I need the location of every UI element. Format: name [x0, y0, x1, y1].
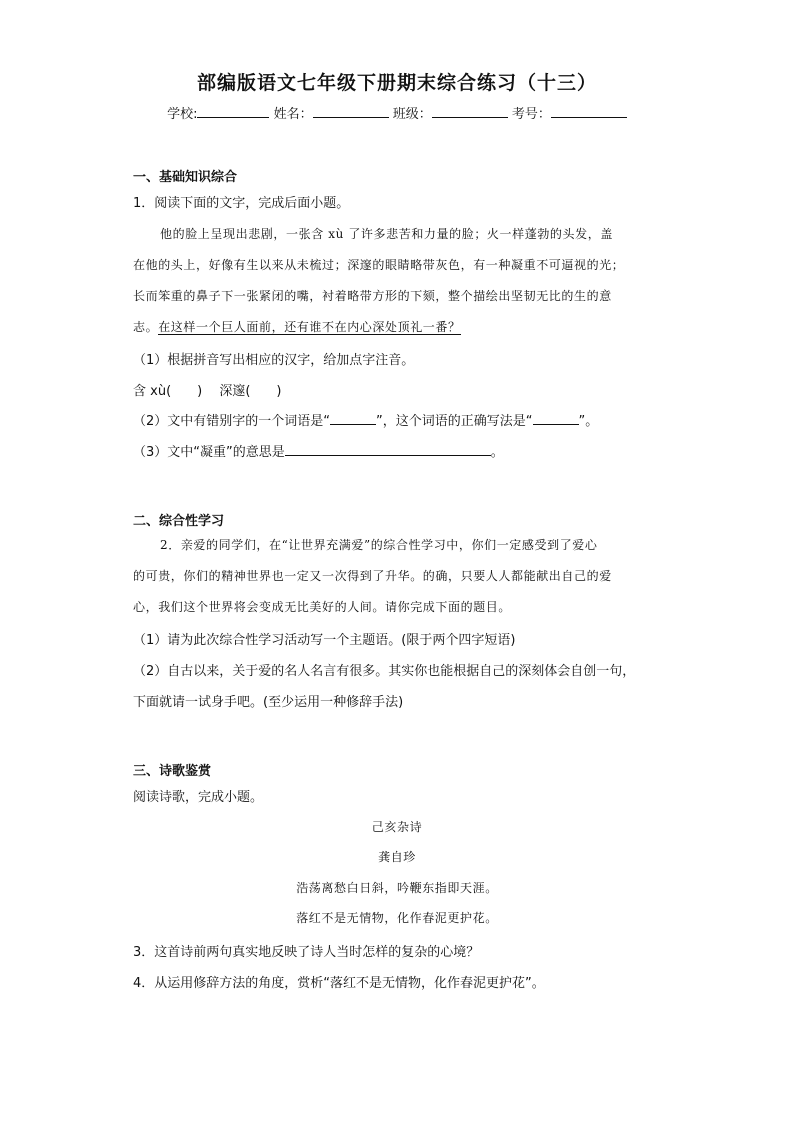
sub-question-1-answer[interactable]: 含 xù( ) 深邃( ): [133, 384, 282, 399]
page-title: 部编版语文七年级下册期末综合练习（十三）: [196, 72, 597, 94]
poem-line-1: 浩荡离愁白日斜，吟鞭东指即天涯。: [296, 881, 498, 895]
meaning-blank[interactable]: [285, 443, 491, 456]
question-4: 4．从运用修辞方法的角度，赏析“落红不是无情物，化作春泥更护花”。: [133, 976, 545, 991]
section-heading-3: 三、诗歌鉴赏: [133, 764, 212, 779]
poem-title: 己亥杂诗: [371, 820, 423, 834]
exam-no-blank[interactable]: [551, 105, 627, 118]
sub-question-3: （3）文中“凝重”的意思是 。: [133, 445, 504, 460]
sub-question-2: （2）文中有错别字的一个词语是“ ”，这个词语的正确写法是“ ”。: [133, 414, 599, 429]
class-blank[interactable]: [432, 105, 508, 118]
poem-intro: 阅读诗歌，完成小题。: [133, 790, 264, 805]
question-2-line-1: 2．亲爱的同学们，在“让世界充满爱”的综合性学习中，你们一定感受到了爱心: [160, 538, 598, 552]
question-2-sub-1: （1）请为此次综合性学习活动写一个主题语。(限于两个四字短语): [133, 633, 516, 648]
question-2-line-3: 心，我们这个世界将会变成无比美好的人间。请你完成下面的题目。: [133, 600, 512, 614]
question-2-sub-2-line-2: 下面就请一试身手吧。(至少运用一种修辞手法): [133, 695, 404, 710]
passage-line-2: 在他的头上，好像有生以来从未梳过；深邃的眼睛略带灰色，有一种凝重不可逼视的光；: [133, 258, 625, 272]
name-label: 姓名：: [273, 107, 313, 122]
school-blank[interactable]: [197, 105, 269, 118]
question-2-line-2: 的可贵，你们的精神世界也一定又一次得到了升华。的确，只要人人都能献出自己的爱: [133, 569, 612, 583]
passage-line-4: 志。在这样一个巨人面前，还有谁不在内心深处顶礼一番？: [133, 320, 461, 334]
question-3: 3．这首诗前两句真实地反映了诗人当时怎样的复杂的心境？: [133, 945, 480, 960]
exam-no-label: 考号：: [511, 107, 551, 122]
question-1-stem: 1．阅读下面的文字，完成后面小题。: [133, 196, 350, 211]
sub-question-1: （1）根据拼音写出相应的汉字，给加点字注音。: [133, 353, 415, 368]
section-heading-1: 一、基础知识综合: [133, 170, 238, 185]
student-info-line: [0, 103, 794, 122]
wrong-word-blank[interactable]: [330, 412, 376, 425]
passage-line-3: 长而笨重的鼻子下一张紧闭的嘴，衬着略带方形的下颏，整个描绘出坚韧无比的生的意: [133, 289, 612, 303]
passage-underlined-sentence: 在这样一个巨人面前，还有谁不在内心深处顶礼一番？: [158, 320, 461, 334]
name-blank[interactable]: [313, 105, 389, 118]
poem-author: 龚自珍: [378, 850, 416, 864]
school-label: 学校:: [167, 107, 198, 122]
passage-line-1: 他的脸上呈现出悲剧，一张含 xù 了许多悲苦和力量的脸；火一样蓬勃的头发，盖: [160, 227, 613, 241]
poem-line-2: 落红不是无情物，化作春泥更护花。: [296, 911, 498, 925]
section-heading-2: 二、综合性学习: [133, 514, 225, 529]
correct-word-blank[interactable]: [533, 412, 579, 425]
question-2-sub-2-line-1: （2）自古以来，关于爱的名人名言有很多。其实你也能根据自己的深刻体会自创一句，: [133, 664, 636, 679]
class-label: 班级：: [392, 107, 432, 122]
